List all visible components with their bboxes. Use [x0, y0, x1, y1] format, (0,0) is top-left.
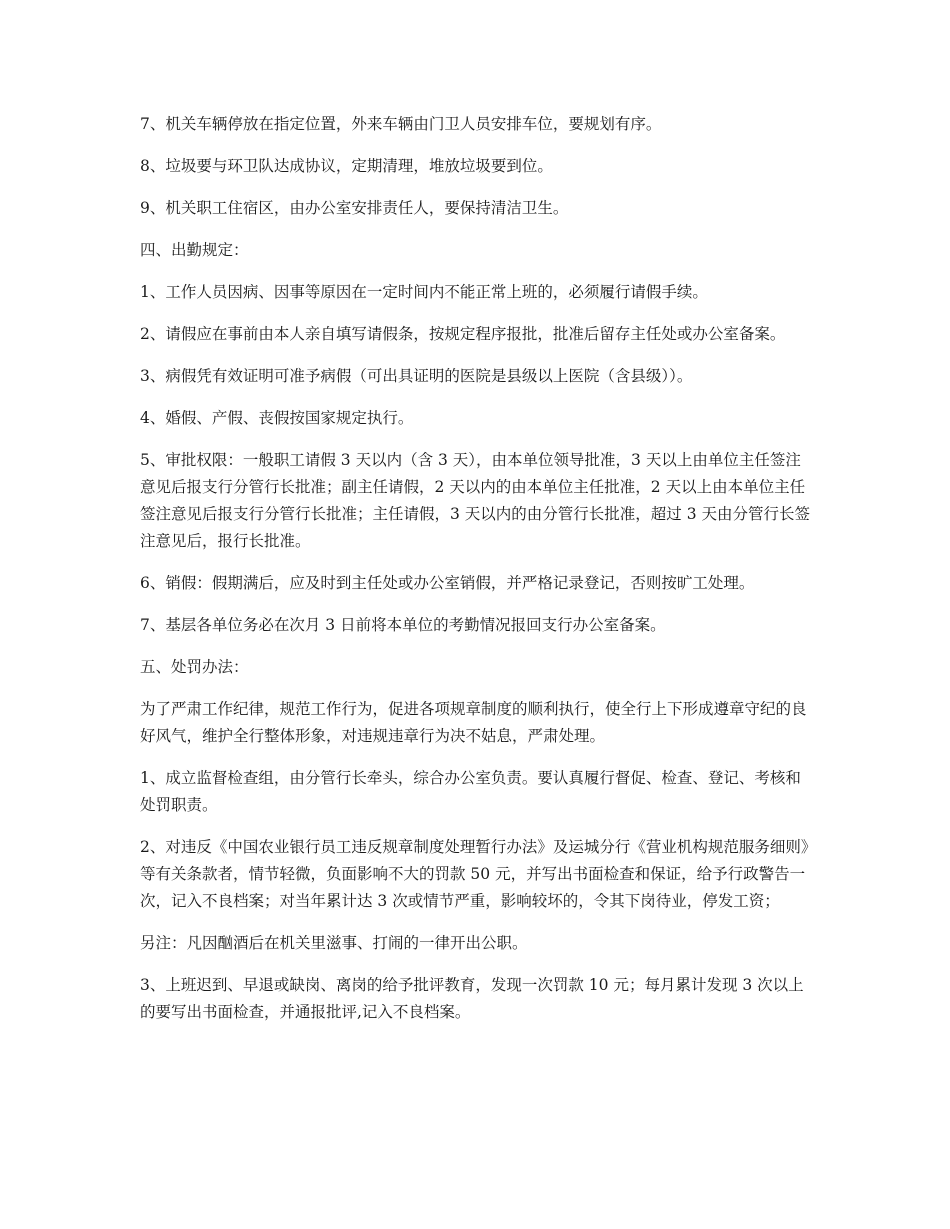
paragraph-inspection-group: 1、成立监督检查组，由分管行长牵头，综合办公室负责。要认真履行督促、检查、登记、考核和处罚职责。 — [140, 769, 801, 814]
paragraph-approval-authority: 5、审批权限：一般职工请假 3 天以内（含 3 天），由本单位领导批准，3 天以上由单位主任签注意见后报支行分管行长批准；副主任请假，2 天以内的由本单位主任批准，2 天以上由本单位主任签注意见后报支行分管行长批准；主任请假，3 天以内的由分管行长批准，超过 3 天由分管行长签注意见后，报行长批准。 — [140, 451, 811, 550]
paragraph-tardiness-penalty: 3、上班迟到、早退或缺岗、离岗的给予批评教育，发现一次罚款 10 元；每月累计发现 3 次以上的要写出书面检查，并通报批评,记入不良档案。 — [140, 976, 804, 1021]
paragraph-attendance-report: 7、基层各单位务必在次月 3 日前将本单位的考勤情况报回支行办公室备案。 — [140, 616, 666, 634]
paragraph-sick-leave: 3、病假凭有效证明可准予病假（可出具证明的医院是县级以上医院（含县级））。 — [140, 367, 693, 385]
paragraph-end-of-leave: 6、销假：假期满后，应及时到主任处或办公室销假，并严格记录登记，否则按旷工处理。 — [140, 574, 755, 592]
paragraph-additional-note: 另注：凡因酗酒后在机关里滋事、打闹的一律开出公职。 — [140, 934, 528, 952]
paragraph-violation-fines: 2、对违反《中国农业银行员工违反规章制度处理暂行办法》及运城分行《营业机构规范服务细则》等有关条款者，情节轻微，负面影响不大的罚款 50 元，并写出书面检查和保证，给予行政警告一次，记入不良档案；对当年累计达 3 次或情节严重，影响较坏的，令其下岗待业，停发工资； — [140, 838, 809, 910]
paragraph-vehicle-parking: 7、机关车辆停放在指定位置，外来车辆由门卫人员安排车位，要规划有序。 — [140, 115, 662, 133]
paragraph-statutory-leave: 4、婚假、产假、丧假按国家规定执行。 — [140, 409, 414, 427]
paragraph-staff-dormitory: 9、机关职工住宿区，由办公室安排责任人，要保持清洁卫生。 — [140, 199, 569, 217]
paragraph-garbage-disposal: 8、垃圾要与环卫队达成协议，定期清理，堆放垃圾要到位。 — [140, 157, 553, 175]
document-body — [140, 111, 812, 1041]
section-heading-attendance: 四、出勤规定： — [140, 241, 249, 259]
paragraph-leave-request: 2、请假应在事前由本人亲自填写请假条，按规定程序报批，批准后留存主任处或办公室备案。 — [140, 325, 786, 343]
section-heading-penalties: 五、处罚办法： — [140, 658, 249, 676]
paragraph-penalty-purpose: 为了严肃工作纪律，规范工作行为，促进各项规章制度的顺利执行，使全行上下形成遵章守纪的良好风气，维护全行整体形象，对违规违章行为决不姑息，严肃处理。 — [140, 700, 807, 745]
paragraph-leave-procedure: 1、工作人员因病、因事等原因在一定时间内不能正常上班的，必须履行请假手续。 — [140, 283, 708, 301]
